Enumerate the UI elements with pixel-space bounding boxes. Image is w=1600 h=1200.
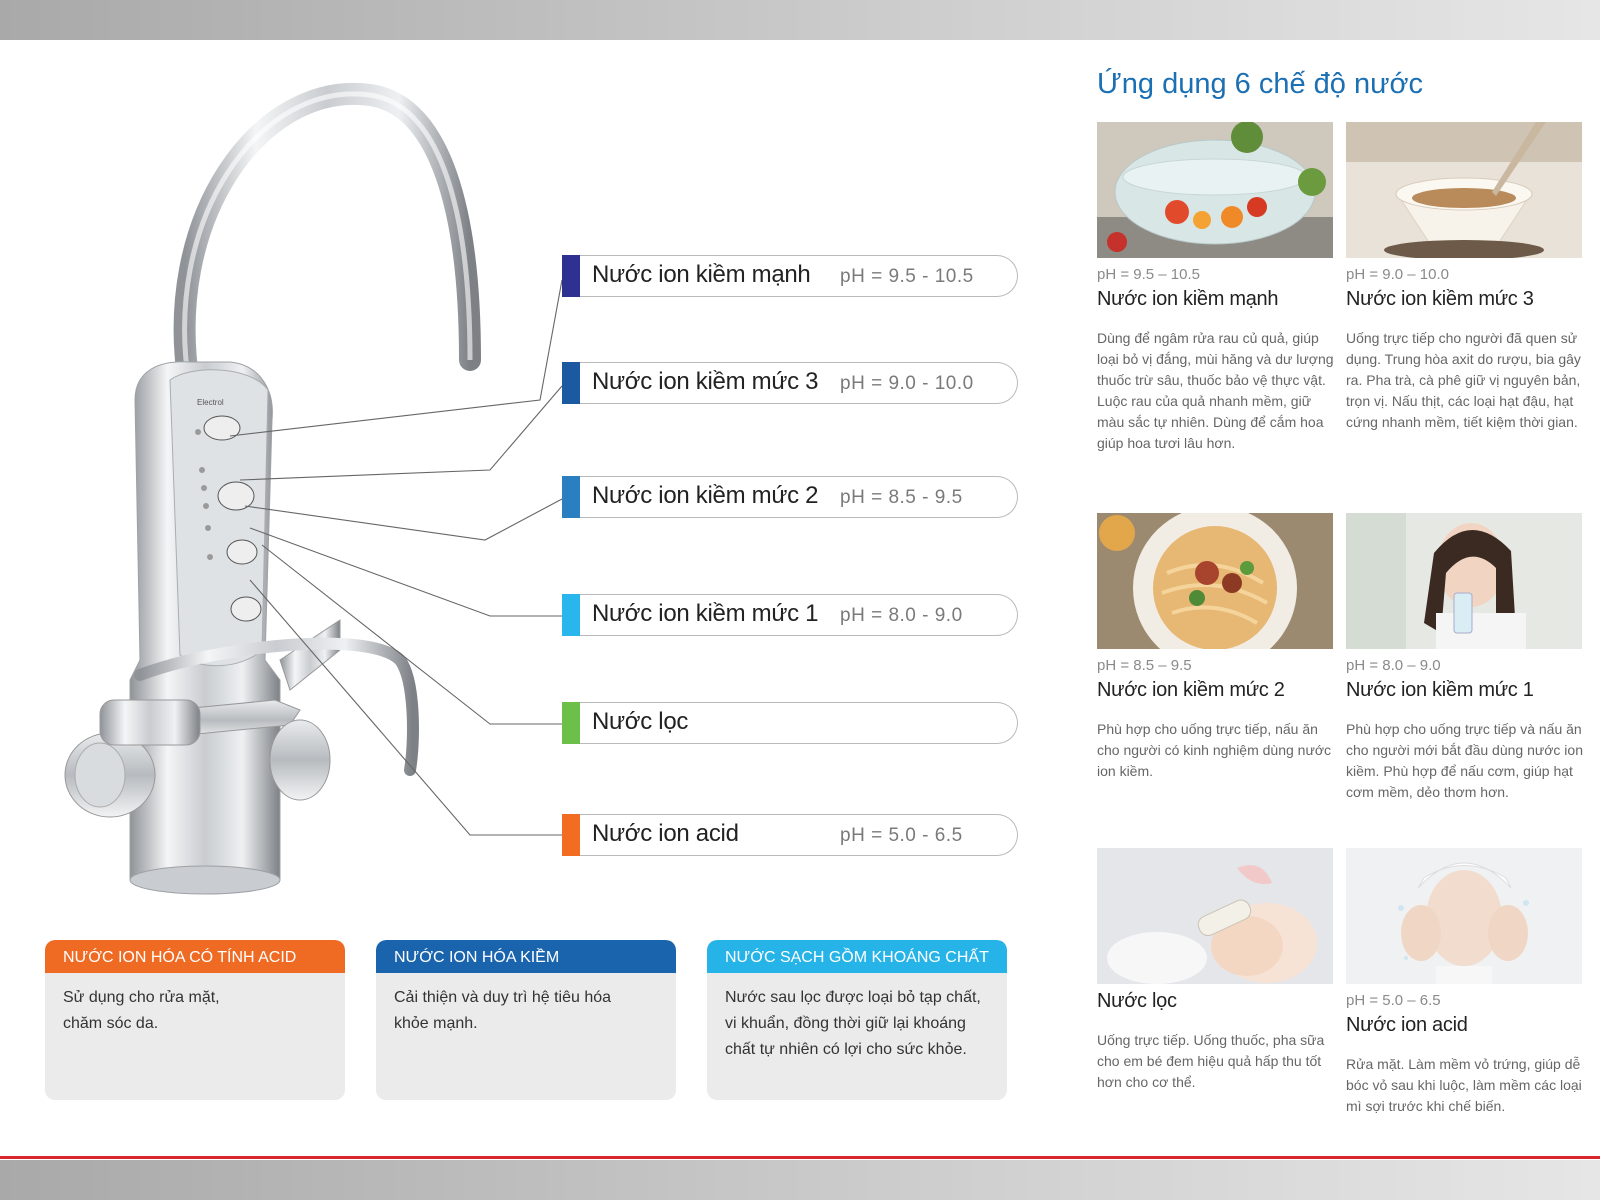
- mode-color-swatch: [562, 362, 580, 404]
- mode-label-alkaline-2: [562, 476, 1018, 518]
- card-description: Dùng để ngâm rửa rau củ quả, giúp loại bỏ vị đắng, mùi hăng và dư lượng thuốc trừ sâu, thuốc bảo vệ thực vật. Luộc rau của quả nhanh mềm, giữ màu sắc tự nhiên. Dùng để cắm hoa giúp hoa tươi lâu hơn.: [1097, 330, 1334, 451]
- faucet-illustration: [40, 60, 600, 920]
- applications-title: Ứng dụng 6 chế độ nước: [1097, 68, 1424, 100]
- info-box-alkaline: [376, 940, 676, 1100]
- card-title: Nước ion acid: [1346, 1014, 1468, 1036]
- mode-name: Nước ion kiềm mạnh: [592, 261, 811, 288]
- bowl-vegetables-photo: [1097, 122, 1333, 258]
- card-ph: pH = 9.5 – 10.5: [1097, 266, 1200, 283]
- info-box-title: NƯỚC SẠCH GỒM KHOÁNG CHẤT: [707, 940, 1007, 973]
- mode-name: Nước lọc: [592, 708, 689, 735]
- info-box-title: NƯỚC ION HÓA KIỀM: [376, 940, 676, 973]
- mode-name: Nước ion acid: [592, 820, 739, 847]
- mode-color-swatch: [562, 476, 580, 518]
- mode-name: Nước ion kiềm mức 3: [592, 368, 819, 395]
- info-box-text: Nước sau lọc được loại bỏ tạp chất, vi khuẩn, đồng thời giữ lại khoáng chất tự nhiên có lợi cho sức khỏe.: [725, 989, 981, 1058]
- card-title: Nước ion kiềm mạnh: [1097, 288, 1279, 310]
- top-decor-bar: [0, 0, 1600, 40]
- baby-bottle-photo: [1097, 848, 1333, 984]
- card-description: Phù hợp cho uống trực tiếp, nấu ăn cho người có kinh nghiệm dùng nước ion kiềm.: [1097, 721, 1332, 779]
- card-title: Nước ion kiềm mức 1: [1346, 679, 1534, 701]
- card-ph: pH = 9.0 – 10.0: [1346, 266, 1449, 283]
- mode-label-alkaline-3: [562, 362, 1018, 404]
- svg-text:Electrol: Electrol: [197, 398, 224, 407]
- info-box-purified: [707, 940, 1007, 1100]
- card-description: Uống trực tiếp. Uống thuốc, pha sữa cho em bé đem hiệu quả hấp thu tốt hơn cho cơ thể.: [1097, 1032, 1325, 1090]
- card-title: Nước lọc: [1097, 990, 1177, 1012]
- bottom-decor-bar: [0, 1160, 1600, 1200]
- mode-ph: pH = 9.0 - 10.0: [840, 373, 974, 394]
- mode-name: Nước ion kiềm mức 2: [592, 482, 819, 509]
- mode-name: Nước ion kiềm mức 1: [592, 600, 819, 627]
- noodle-soup-photo: [1097, 513, 1333, 649]
- mode-label-purified: [562, 702, 1018, 744]
- card-description: Rửa mặt. Làm mềm vỏ trứng, giúp dễ bóc vỏ sau khi luộc, làm mềm các loại mì sợi trước khi chế biến.: [1346, 1056, 1582, 1114]
- info-box-title: NƯỚC ION HÓA CÓ TÍNH ACID: [45, 940, 345, 973]
- woman-drinking-photo: [1346, 513, 1582, 649]
- bottom-red-line: [0, 1156, 1600, 1159]
- mode-label-acid: [562, 814, 1018, 856]
- info-box-acid: [45, 940, 345, 1100]
- card-title: Nước ion kiềm mức 2: [1097, 679, 1285, 701]
- card-ph: pH = 5.0 – 6.5: [1346, 992, 1441, 1009]
- card-title: Nước ion kiềm mức 3: [1346, 288, 1534, 310]
- mode-color-swatch: [562, 814, 580, 856]
- info-box-text: Sử dụng cho rửa mặt, chăm sóc da.: [63, 989, 220, 1032]
- mode-color-swatch: [562, 594, 580, 636]
- mode-color-swatch: [562, 255, 580, 297]
- card-description: Phù hợp cho uống trực tiếp và nấu ăn cho người mới bắt đầu dùng nước ion kiềm. Phù hợp để nấu cơm, giúp hạt cơm mềm, dẻo thơm hơn.: [1346, 721, 1583, 800]
- info-box-text: Cải thiện và duy trì hệ tiêu hóa khỏe mạnh.: [394, 989, 612, 1032]
- mode-ph: pH = 8.5 - 9.5: [840, 487, 963, 508]
- mode-ph: pH = 9.5 - 10.5: [840, 266, 974, 287]
- mode-color-swatch: [562, 702, 580, 744]
- card-ph: pH = 8.0 – 9.0: [1346, 657, 1441, 674]
- mode-label-strong-alkaline: [562, 255, 1018, 297]
- card-description: Uống trực tiếp cho người đã quen sử dụng. Trung hòa axit do rượu, bia gây ra. Pha trà, cà phê giữ vị nguyên bản, trọn vị. Nấu thịt, các loại hạt đậu, hạt cứng nhanh mềm, tiết kiệm thời gian.: [1346, 330, 1581, 430]
- mode-ph: pH = 8.0 - 9.0: [840, 605, 963, 626]
- mode-ph: pH = 5.0 - 6.5: [840, 825, 963, 846]
- mode-label-alkaline-1: [562, 594, 1018, 636]
- woman-washing-face-photo: [1346, 848, 1582, 984]
- card-ph: pH = 8.5 – 9.5: [1097, 657, 1192, 674]
- coffee-filter-photo: [1346, 122, 1582, 258]
